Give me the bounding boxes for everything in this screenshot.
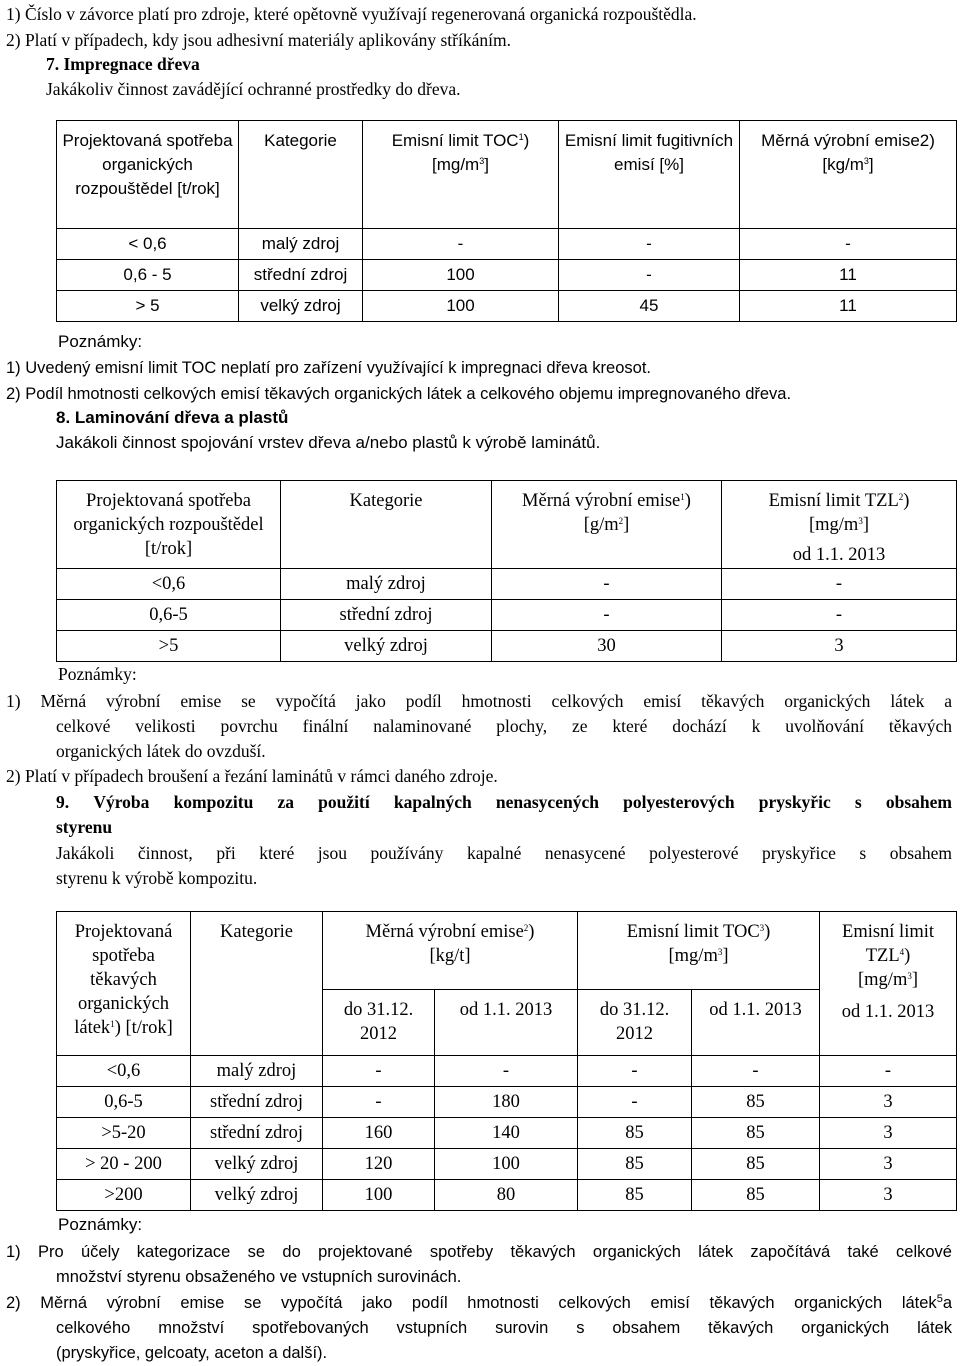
table-row bbox=[57, 1118, 957, 1149]
section-7-description: Jakákoliv činnost zavádějící ochranné prostředky do dřeva. bbox=[46, 79, 461, 99]
cell: 85 bbox=[692, 1118, 820, 1149]
intro-note-1: 1) Číslo v závorce platí pro zdroje, které opětovně využívají regenerovaná organická rozpouštědla. bbox=[6, 4, 697, 24]
cell: - bbox=[559, 229, 740, 260]
cell: malý zdroj bbox=[239, 229, 363, 260]
cell: 100 bbox=[323, 1180, 435, 1211]
note-1-line-1: 1) Měrná výrobní emise se vypočítá jako podíl hmotnosti celkových emisí těkavých organických látek a bbox=[6, 691, 952, 711]
cell: 3 bbox=[820, 1180, 957, 1211]
table-row bbox=[57, 291, 957, 322]
cell: 85 bbox=[692, 1180, 820, 1211]
note-1-line-3: organických látek do ovzduší. bbox=[56, 741, 266, 761]
cell: 11 bbox=[740, 291, 957, 322]
cell: <0,6 bbox=[57, 1056, 191, 1087]
header-consumption: Projektovaná spotřeba těkavých organických látek$^1$) [t/rok] bbox=[57, 912, 191, 1056]
section-8-description: Jakákoli činnost spojování vrstev dřeva a/nebo plastů k výrobě laminátů. bbox=[56, 433, 601, 452]
cell: 100 bbox=[363, 291, 559, 322]
subheader-from-2013: od 1.1. 2013 bbox=[435, 990, 578, 1056]
cell: 0,6-5 bbox=[57, 600, 281, 631]
cell: 140 bbox=[435, 1118, 578, 1149]
cell: > 20 - 200 bbox=[57, 1149, 191, 1180]
cell: - bbox=[559, 260, 740, 291]
cell: 85 bbox=[578, 1180, 692, 1211]
note-2: 2) Platí v případech broušení a řezání laminátů v rámci daného zdroje. bbox=[6, 766, 498, 786]
table-header-row bbox=[57, 121, 957, 229]
header-tzl-limit: Emisní limit TZL$^4$) $[mg/m^3]$ od 1.1. 2013 bbox=[820, 912, 957, 1056]
cell: malý zdroj bbox=[281, 569, 492, 600]
section-9-title-line-2: styrenu bbox=[56, 817, 113, 837]
note-1: 1) Uvedený emisní limit TOC neplatí pro zařízení využívající k impregnaci dřeva kreosot. bbox=[6, 359, 651, 377]
header-toc-limit: Emisní limit TOC$^3$) $[mg/m^3]$ bbox=[578, 912, 820, 990]
cell: >5-20 bbox=[57, 1118, 191, 1149]
cell: 85 bbox=[578, 1149, 692, 1180]
section-9-description-line-2: styrenu k výrobě kompozitu. bbox=[56, 868, 258, 888]
cell: 160 bbox=[323, 1118, 435, 1149]
cell: >5 bbox=[57, 631, 281, 662]
cell: velký zdroj bbox=[281, 631, 492, 662]
subheader-until-2012: do 31.12. 2012 bbox=[578, 990, 692, 1056]
cell: - bbox=[492, 569, 722, 600]
table-row bbox=[57, 569, 957, 600]
cell: - bbox=[578, 1087, 692, 1118]
header-fugitive-limit: Emisní limit fugitivních emisí [%] bbox=[559, 121, 740, 229]
cell: 3 bbox=[722, 631, 957, 662]
cell: malý zdroj bbox=[191, 1056, 323, 1087]
cell: - bbox=[722, 569, 957, 600]
cell: 45 bbox=[559, 291, 740, 322]
note-1-line-2: celkové velikosti povrchu finální nalaminované plochy, ze které dochází k uvolňování těkavých bbox=[56, 716, 952, 736]
note-1-line-1: 1) Pro účely kategorizace se do projektované spotřeby těkavých organických látek započítává také celkové bbox=[6, 1243, 952, 1261]
cell: - bbox=[740, 229, 957, 260]
table-row bbox=[57, 1149, 957, 1180]
cell: >200 bbox=[57, 1180, 191, 1211]
cell: - bbox=[820, 1056, 957, 1087]
note-2-line-3: (pryskyřice, gelcoaty, aceton a další). bbox=[56, 1344, 328, 1362]
cell: 85 bbox=[692, 1087, 820, 1118]
cell: - bbox=[323, 1087, 435, 1118]
cell: 180 bbox=[435, 1087, 578, 1118]
cell: 30 bbox=[492, 631, 722, 662]
table-header-row bbox=[57, 912, 957, 990]
cell: 3 bbox=[820, 1118, 957, 1149]
header-specific-emission: Měrná výrobní emise2) $[kg/m^3]$ bbox=[740, 121, 957, 229]
section-9-title-line-1: 9. Výroba kompozitu za použití kapalných nenasycených polyesterových pryskyřic s obsahem bbox=[56, 792, 952, 812]
cell: - bbox=[692, 1056, 820, 1087]
cell: 3 bbox=[820, 1149, 957, 1180]
header-category: Kategorie bbox=[191, 912, 323, 1056]
table-row bbox=[57, 1087, 957, 1118]
cell: < 0,6 bbox=[57, 229, 239, 260]
cell: 0,6 - 5 bbox=[57, 260, 239, 291]
header-toc-limit: Emisní limit TOC$^1$) $[mg/m^3]$ bbox=[363, 121, 559, 229]
cell: střední zdroj bbox=[281, 600, 492, 631]
intro-note-2: 2) Platí v případech, kdy jsou adhesivní materiály aplikovány stříkáním. bbox=[6, 30, 511, 50]
header-category: Kategorie bbox=[281, 481, 492, 569]
section-7-title: 7. Impregnace dřeva bbox=[46, 54, 200, 74]
section-9-description-line-1: Jakákoli činnost, při které jsou používány kapalné nenasycené polyesterové pryskyřice s obsahem bbox=[56, 843, 952, 863]
header-specific-emission: Měrná výrobní emise$^1$) $[g/m^2]$ bbox=[492, 481, 722, 569]
cell: - bbox=[578, 1056, 692, 1087]
cell: 3 bbox=[820, 1087, 957, 1118]
notes-label: Poznámky: bbox=[58, 664, 137, 684]
cell: - bbox=[722, 600, 957, 631]
notes-label: Poznámky: bbox=[58, 1215, 143, 1234]
cell: <0,6 bbox=[57, 569, 281, 600]
cell: velký zdroj bbox=[239, 291, 363, 322]
header-consumption: Projektovaná spotřeba organických rozpouštědel [t/rok] bbox=[57, 121, 239, 229]
header-tzl-limit: Emisní limit TZL$^2$) $[mg/m^3]$ od 1.1. 2013 bbox=[722, 481, 957, 569]
subheader-until-2012: do 31.12. 2012 bbox=[323, 990, 435, 1056]
cell: 85 bbox=[578, 1118, 692, 1149]
cell: 120 bbox=[323, 1149, 435, 1180]
subheader-from-2013: od 1.1. 2013 bbox=[692, 990, 820, 1056]
cell: 85 bbox=[692, 1149, 820, 1180]
cell: 80 bbox=[435, 1180, 578, 1211]
cell: - bbox=[492, 600, 722, 631]
table-row bbox=[57, 1180, 957, 1211]
table-impregnation bbox=[56, 120, 957, 322]
table-row bbox=[57, 631, 957, 662]
cell: - bbox=[435, 1056, 578, 1087]
note-1-line-2: množství styrenu obsaženého ve vstupních surovinách. bbox=[56, 1268, 462, 1286]
note-2-line-2: celkového množství spotřebovaných vstupních surovin s obsahem těkavých organických látek bbox=[56, 1319, 952, 1337]
header-consumption: Projektovaná spotřeba organických rozpouštědel [t/rok] bbox=[57, 481, 281, 569]
table-row bbox=[57, 600, 957, 631]
table-row bbox=[57, 1056, 957, 1087]
cell: 11 bbox=[740, 260, 957, 291]
table-composite bbox=[56, 911, 957, 1211]
section-8-title: 8. Laminování dřeva a plastů bbox=[56, 408, 289, 427]
cell: střední zdroj bbox=[191, 1087, 323, 1118]
notes-label: Poznámky: bbox=[58, 332, 143, 351]
table-lamination bbox=[56, 480, 957, 662]
header-specific-emission: Měrná výrobní emise$^2$) [kg/t] bbox=[323, 912, 578, 990]
note-2: 2) Podíl hmotnosti celkových emisí těkavých organických látek a celkového objemu impregnovaného dřeva. bbox=[6, 385, 792, 403]
cell: velký zdroj bbox=[191, 1180, 323, 1211]
table-row bbox=[57, 260, 957, 291]
cell: > 5 bbox=[57, 291, 239, 322]
cell: 0,6-5 bbox=[57, 1087, 191, 1118]
cell: střední zdroj bbox=[239, 260, 363, 291]
cell: 100 bbox=[435, 1149, 578, 1180]
cell: velký zdroj bbox=[191, 1149, 323, 1180]
header-category: Kategorie bbox=[239, 121, 363, 229]
cell: 100 bbox=[363, 260, 559, 291]
cell: - bbox=[363, 229, 559, 260]
note-2-line-1: 2) Měrná výrobní emise se vypočítá jako podíl hmotnosti celkových emisí těkavých organických látek$^5$a bbox=[6, 1293, 952, 1312]
table-header-row bbox=[57, 481, 957, 569]
table-row bbox=[57, 229, 957, 260]
cell: - bbox=[323, 1056, 435, 1087]
cell: střední zdroj bbox=[191, 1118, 323, 1149]
